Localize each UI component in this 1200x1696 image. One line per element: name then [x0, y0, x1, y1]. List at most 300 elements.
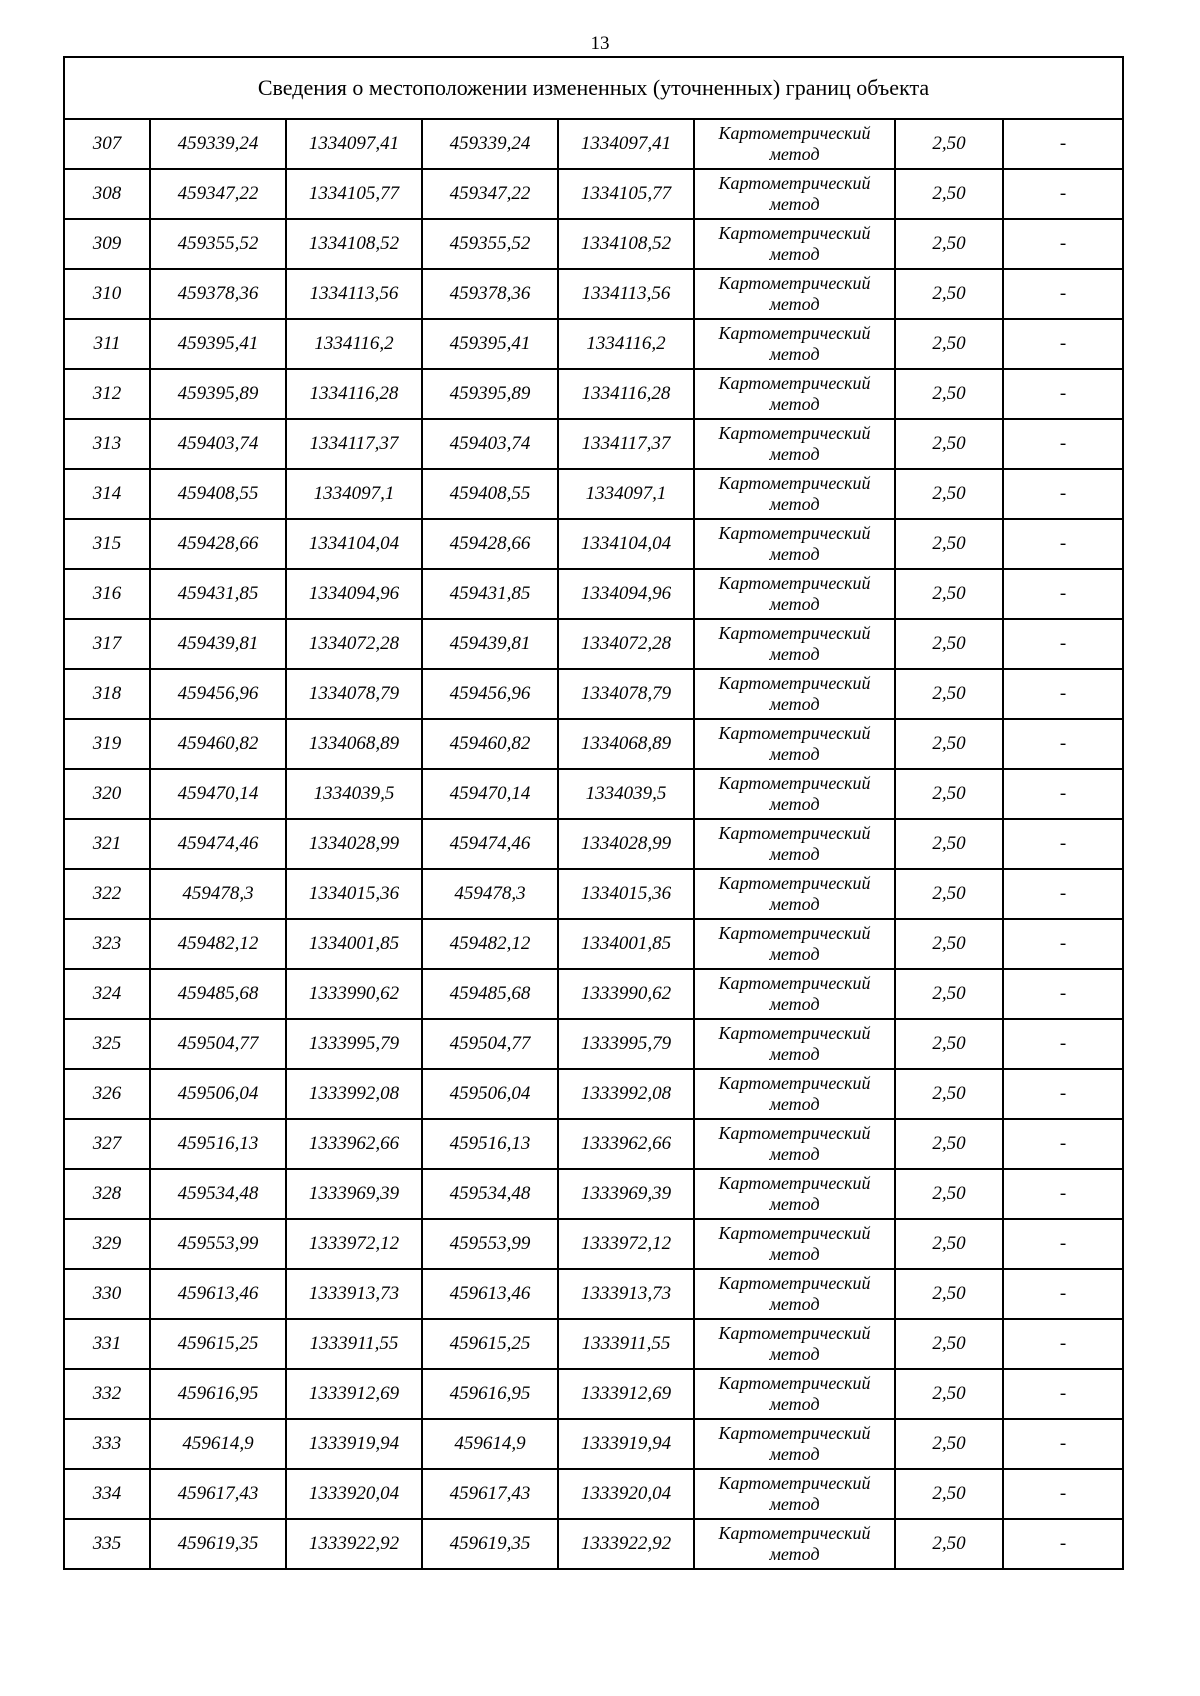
refined-x-cell: 459439,81	[422, 619, 558, 669]
point-number-cell: 329	[64, 1219, 150, 1269]
existing-x-cell: 459395,89	[150, 369, 286, 419]
refined-x-cell: 459428,66	[422, 519, 558, 569]
note-cell: -	[1003, 869, 1123, 919]
existing-x-cell: 459506,04	[150, 1069, 286, 1119]
table-row	[64, 719, 1123, 769]
method-line-2: метод	[769, 194, 820, 214]
refined-x-cell: 459378,36	[422, 269, 558, 319]
existing-x-cell: 459378,36	[150, 269, 286, 319]
method-line-1: Картометрический	[718, 923, 871, 943]
method-cell	[694, 1369, 895, 1419]
refined-y-cell: 1333995,79	[558, 1019, 694, 1069]
precision-cell: 2,50	[895, 669, 1003, 719]
table-row	[64, 1469, 1123, 1519]
precision-cell: 2,50	[895, 269, 1003, 319]
refined-x-cell: 459456,96	[422, 669, 558, 719]
precision-cell: 2,50	[895, 919, 1003, 969]
point-number-cell: 324	[64, 969, 150, 1019]
existing-y-cell: 1333992,08	[286, 1069, 422, 1119]
point-number-cell: 334	[64, 1469, 150, 1519]
point-number-cell: 318	[64, 669, 150, 719]
refined-y-cell: 1334097,1	[558, 469, 694, 519]
precision-cell: 2,50	[895, 1219, 1003, 1269]
refined-x-cell: 459485,68	[422, 969, 558, 1019]
refined-y-cell: 1333919,94	[558, 1419, 694, 1469]
precision-cell: 2,50	[895, 1319, 1003, 1369]
table-row	[64, 869, 1123, 919]
refined-y-cell: 1334078,79	[558, 669, 694, 719]
table-row	[64, 419, 1123, 469]
precision-cell: 2,50	[895, 1069, 1003, 1119]
precision-cell: 2,50	[895, 1119, 1003, 1169]
refined-y-cell: 1333992,08	[558, 1069, 694, 1119]
existing-y-cell: 1333920,04	[286, 1469, 422, 1519]
existing-y-cell: 1334104,04	[286, 519, 422, 569]
method-cell	[694, 419, 895, 469]
method-cell	[694, 169, 895, 219]
table-row	[64, 1519, 1123, 1569]
method-line-1: Картометрический	[718, 373, 871, 393]
method-cell	[694, 219, 895, 269]
refined-y-cell: 1334113,56	[558, 269, 694, 319]
table-row	[64, 1369, 1123, 1419]
method-cell	[694, 1069, 895, 1119]
table-row	[64, 469, 1123, 519]
method-line-2: метод	[769, 1494, 820, 1514]
precision-cell: 2,50	[895, 1419, 1003, 1469]
precision-cell: 2,50	[895, 719, 1003, 769]
existing-x-cell: 459355,52	[150, 219, 286, 269]
existing-x-cell: 459439,81	[150, 619, 286, 669]
existing-x-cell: 459395,41	[150, 319, 286, 369]
table-row	[64, 1119, 1123, 1169]
method-line-2: метод	[769, 344, 820, 364]
method-line-1: Картометрический	[718, 1273, 871, 1293]
refined-x-cell: 459506,04	[422, 1069, 558, 1119]
refined-y-cell: 1334094,96	[558, 569, 694, 619]
method-line-1: Картометрический	[718, 323, 871, 343]
table-caption-row	[64, 57, 1123, 119]
method-line-2: метод	[769, 1244, 820, 1264]
table-row	[64, 519, 1123, 569]
method-line-2: метод	[769, 994, 820, 1014]
existing-x-cell: 459470,14	[150, 769, 286, 819]
existing-y-cell: 1334117,37	[286, 419, 422, 469]
method-cell	[694, 919, 895, 969]
note-cell: -	[1003, 1069, 1123, 1119]
note-cell: -	[1003, 419, 1123, 469]
existing-y-cell: 1334072,28	[286, 619, 422, 669]
existing-x-cell: 459339,24	[150, 119, 286, 169]
method-cell	[694, 1219, 895, 1269]
method-line-2: метод	[769, 1394, 820, 1414]
refined-x-cell: 459616,95	[422, 1369, 558, 1419]
refined-y-cell: 1333972,12	[558, 1219, 694, 1269]
note-cell: -	[1003, 619, 1123, 669]
table-row	[64, 569, 1123, 619]
method-cell	[694, 469, 895, 519]
refined-x-cell: 459516,13	[422, 1119, 558, 1169]
refined-x-cell: 459347,22	[422, 169, 558, 219]
precision-cell: 2,50	[895, 1169, 1003, 1219]
existing-y-cell: 1334097,41	[286, 119, 422, 169]
boundary-coordinates-table	[63, 56, 1124, 1570]
refined-y-cell: 1333911,55	[558, 1319, 694, 1369]
table-row	[64, 669, 1123, 719]
refined-x-cell: 459614,9	[422, 1419, 558, 1469]
precision-cell: 2,50	[895, 419, 1003, 469]
precision-cell: 2,50	[895, 119, 1003, 169]
method-line-1: Картометрический	[718, 223, 871, 243]
method-line-2: метод	[769, 744, 820, 764]
precision-cell: 2,50	[895, 219, 1003, 269]
note-cell: -	[1003, 119, 1123, 169]
note-cell: -	[1003, 1269, 1123, 1319]
method-cell	[694, 819, 895, 869]
method-cell	[694, 1169, 895, 1219]
table-row	[64, 1319, 1123, 1369]
existing-x-cell: 459456,96	[150, 669, 286, 719]
refined-y-cell: 1334116,2	[558, 319, 694, 369]
method-line-1: Картометрический	[718, 1073, 871, 1093]
method-line-2: метод	[769, 1094, 820, 1114]
note-cell: -	[1003, 319, 1123, 369]
existing-x-cell: 459553,99	[150, 1219, 286, 1269]
method-line-1: Картометрический	[718, 723, 871, 743]
method-line-2: метод	[769, 244, 820, 264]
note-cell: -	[1003, 519, 1123, 569]
note-cell: -	[1003, 969, 1123, 1019]
existing-x-cell: 459613,46	[150, 1269, 286, 1319]
precision-cell: 2,50	[895, 319, 1003, 369]
precision-cell: 2,50	[895, 869, 1003, 919]
method-line-1: Картометрический	[718, 1173, 871, 1193]
existing-y-cell: 1333911,55	[286, 1319, 422, 1369]
method-line-1: Картометрический	[718, 1323, 871, 1343]
method-line-2: метод	[769, 1344, 820, 1364]
method-cell	[694, 669, 895, 719]
refined-y-cell: 1334028,99	[558, 819, 694, 869]
table-row	[64, 919, 1123, 969]
refined-y-cell: 1333962,66	[558, 1119, 694, 1169]
method-line-1: Картометрический	[718, 523, 871, 543]
method-line-1: Картометрический	[718, 1123, 871, 1143]
precision-cell: 2,50	[895, 619, 1003, 669]
refined-y-cell: 1334039,5	[558, 769, 694, 819]
refined-y-cell: 1334116,28	[558, 369, 694, 419]
point-number-cell: 332	[64, 1369, 150, 1419]
point-number-cell: 316	[64, 569, 150, 619]
existing-x-cell: 459485,68	[150, 969, 286, 1019]
precision-cell: 2,50	[895, 169, 1003, 219]
point-number-cell: 328	[64, 1169, 150, 1219]
method-line-1: Картометрический	[718, 673, 871, 693]
table-row	[64, 169, 1123, 219]
existing-y-cell: 1333922,92	[286, 1519, 422, 1569]
existing-y-cell: 1334001,85	[286, 919, 422, 969]
method-line-2: метод	[769, 944, 820, 964]
existing-y-cell: 1334078,79	[286, 669, 422, 719]
method-cell	[694, 1019, 895, 1069]
method-cell	[694, 119, 895, 169]
existing-x-cell: 459516,13	[150, 1119, 286, 1169]
refined-x-cell: 459403,74	[422, 419, 558, 469]
note-cell: -	[1003, 1319, 1123, 1369]
method-line-2: метод	[769, 894, 820, 914]
method-line-2: метод	[769, 1194, 820, 1214]
existing-y-cell: 1334105,77	[286, 169, 422, 219]
method-line-1: Картометрический	[718, 423, 871, 443]
existing-y-cell: 1334094,96	[286, 569, 422, 619]
method-line-2: метод	[769, 444, 820, 464]
refined-y-cell: 1333922,92	[558, 1519, 694, 1569]
method-line-2: метод	[769, 294, 820, 314]
existing-y-cell: 1333912,69	[286, 1369, 422, 1419]
point-number-cell: 333	[64, 1419, 150, 1469]
refined-y-cell: 1334105,77	[558, 169, 694, 219]
existing-x-cell: 459460,82	[150, 719, 286, 769]
refined-x-cell: 459553,99	[422, 1219, 558, 1269]
refined-x-cell: 459478,3	[422, 869, 558, 919]
method-cell	[694, 719, 895, 769]
method-cell	[694, 969, 895, 1019]
refined-x-cell: 459460,82	[422, 719, 558, 769]
method-line-2: метод	[769, 644, 820, 664]
method-line-1: Картометрический	[718, 1423, 871, 1443]
existing-y-cell: 1334116,2	[286, 319, 422, 369]
note-cell: -	[1003, 1369, 1123, 1419]
point-number-cell: 309	[64, 219, 150, 269]
refined-y-cell: 1333912,69	[558, 1369, 694, 1419]
note-cell: -	[1003, 919, 1123, 969]
method-cell	[694, 1319, 895, 1369]
point-number-cell: 331	[64, 1319, 150, 1369]
existing-x-cell: 459482,12	[150, 919, 286, 969]
table-row	[64, 969, 1123, 1019]
existing-y-cell: 1333962,66	[286, 1119, 422, 1169]
existing-x-cell: 459428,66	[150, 519, 286, 569]
refined-x-cell: 459355,52	[422, 219, 558, 269]
note-cell: -	[1003, 269, 1123, 319]
refined-x-cell: 459615,25	[422, 1319, 558, 1369]
point-number-cell: 312	[64, 369, 150, 419]
method-cell	[694, 569, 895, 619]
method-cell	[694, 1419, 895, 1469]
refined-x-cell: 459534,48	[422, 1169, 558, 1219]
refined-y-cell: 1334001,85	[558, 919, 694, 969]
refined-x-cell: 459395,89	[422, 369, 558, 419]
table-row	[64, 1269, 1123, 1319]
existing-y-cell: 1333969,39	[286, 1169, 422, 1219]
method-cell	[694, 619, 895, 669]
point-number-cell: 335	[64, 1519, 150, 1569]
refined-y-cell: 1334097,41	[558, 119, 694, 169]
method-cell	[694, 1469, 895, 1519]
existing-y-cell: 1334116,28	[286, 369, 422, 419]
point-number-cell: 307	[64, 119, 150, 169]
method-line-2: метод	[769, 694, 820, 714]
existing-y-cell: 1333990,62	[286, 969, 422, 1019]
table-row	[64, 269, 1123, 319]
refined-y-cell: 1334117,37	[558, 419, 694, 469]
table-row	[64, 219, 1123, 269]
table-row	[64, 819, 1123, 869]
refined-x-cell: 459431,85	[422, 569, 558, 619]
note-cell: -	[1003, 1419, 1123, 1469]
note-cell: -	[1003, 1469, 1123, 1519]
refined-y-cell: 1334104,04	[558, 519, 694, 569]
precision-cell: 2,50	[895, 1469, 1003, 1519]
note-cell: -	[1003, 769, 1123, 819]
method-line-1: Картометрический	[718, 573, 871, 593]
refined-y-cell: 1333969,39	[558, 1169, 694, 1219]
precision-cell: 2,50	[895, 969, 1003, 1019]
note-cell: -	[1003, 369, 1123, 419]
table-row	[64, 319, 1123, 369]
table-row	[64, 769, 1123, 819]
existing-y-cell: 1334015,36	[286, 869, 422, 919]
point-number-cell: 322	[64, 869, 150, 919]
table-row	[64, 1219, 1123, 1269]
existing-y-cell: 1334113,56	[286, 269, 422, 319]
refined-y-cell: 1333920,04	[558, 1469, 694, 1519]
method-line-1: Картометрический	[718, 123, 871, 143]
method-line-1: Картометрический	[718, 973, 871, 993]
method-line-1: Картометрический	[718, 273, 871, 293]
refined-x-cell: 459619,35	[422, 1519, 558, 1569]
existing-x-cell: 459408,55	[150, 469, 286, 519]
refined-x-cell: 459470,14	[422, 769, 558, 819]
table-row	[64, 1019, 1123, 1069]
method-line-2: метод	[769, 1044, 820, 1064]
table-row	[64, 619, 1123, 669]
method-cell	[694, 769, 895, 819]
method-line-1: Картометрический	[718, 873, 871, 893]
precision-cell: 2,50	[895, 1519, 1003, 1569]
method-line-1: Картометрический	[718, 1473, 871, 1493]
refined-y-cell: 1333913,73	[558, 1269, 694, 1319]
precision-cell: 2,50	[895, 1369, 1003, 1419]
point-number-cell: 321	[64, 819, 150, 869]
refined-x-cell: 459482,12	[422, 919, 558, 969]
point-number-cell: 330	[64, 1269, 150, 1319]
refined-y-cell: 1333990,62	[558, 969, 694, 1019]
existing-x-cell: 459615,25	[150, 1319, 286, 1369]
refined-y-cell: 1334108,52	[558, 219, 694, 269]
method-cell	[694, 1269, 895, 1319]
table-row	[64, 119, 1123, 169]
method-line-2: метод	[769, 1444, 820, 1464]
note-cell: -	[1003, 1219, 1123, 1269]
table-row	[64, 1169, 1123, 1219]
method-line-2: метод	[769, 544, 820, 564]
precision-cell: 2,50	[895, 469, 1003, 519]
table-row	[64, 369, 1123, 419]
existing-x-cell: 459431,85	[150, 569, 286, 619]
refined-y-cell: 1334015,36	[558, 869, 694, 919]
point-number-cell: 315	[64, 519, 150, 569]
method-line-1: Картометрический	[718, 173, 871, 193]
precision-cell: 2,50	[895, 1019, 1003, 1069]
existing-y-cell: 1334097,1	[286, 469, 422, 519]
method-cell	[694, 1519, 895, 1569]
note-cell: -	[1003, 1019, 1123, 1069]
method-cell	[694, 1119, 895, 1169]
method-line-1: Картометрический	[718, 473, 871, 493]
existing-y-cell: 1334039,5	[286, 769, 422, 819]
existing-x-cell: 459504,77	[150, 1019, 286, 1069]
method-cell	[694, 369, 895, 419]
refined-y-cell: 1334072,28	[558, 619, 694, 669]
method-line-1: Картометрический	[718, 773, 871, 793]
point-number-cell: 310	[64, 269, 150, 319]
precision-cell: 2,50	[895, 369, 1003, 419]
method-line-2: метод	[769, 1144, 820, 1164]
note-cell: -	[1003, 1119, 1123, 1169]
method-line-2: метод	[769, 844, 820, 864]
precision-cell: 2,50	[895, 569, 1003, 619]
note-cell: -	[1003, 569, 1123, 619]
note-cell: -	[1003, 719, 1123, 769]
method-cell	[694, 519, 895, 569]
refined-x-cell: 459474,46	[422, 819, 558, 869]
note-cell: -	[1003, 669, 1123, 719]
note-cell: -	[1003, 469, 1123, 519]
method-line-2: метод	[769, 594, 820, 614]
existing-y-cell: 1334108,52	[286, 219, 422, 269]
table-caption: Сведения о местоположении измененных (уточненных) границ объекта	[64, 57, 1123, 119]
method-line-2: метод	[769, 144, 820, 164]
point-number-cell: 311	[64, 319, 150, 369]
method-line-1: Картометрический	[718, 623, 871, 643]
refined-x-cell: 459617,43	[422, 1469, 558, 1519]
method-line-2: метод	[769, 794, 820, 814]
existing-y-cell: 1333919,94	[286, 1419, 422, 1469]
method-line-2: метод	[769, 1544, 820, 1564]
point-number-cell: 314	[64, 469, 150, 519]
note-cell: -	[1003, 169, 1123, 219]
existing-x-cell: 459616,95	[150, 1369, 286, 1419]
method-line-1: Картометрический	[718, 1523, 871, 1543]
refined-y-cell: 1334068,89	[558, 719, 694, 769]
existing-y-cell: 1334068,89	[286, 719, 422, 769]
refined-x-cell: 459408,55	[422, 469, 558, 519]
existing-y-cell: 1333995,79	[286, 1019, 422, 1069]
refined-x-cell: 459395,41	[422, 319, 558, 369]
existing-y-cell: 1334028,99	[286, 819, 422, 869]
existing-y-cell: 1333913,73	[286, 1269, 422, 1319]
note-cell: -	[1003, 819, 1123, 869]
point-number-cell: 327	[64, 1119, 150, 1169]
table-row	[64, 1069, 1123, 1119]
point-number-cell: 317	[64, 619, 150, 669]
existing-x-cell: 459614,9	[150, 1419, 286, 1469]
method-line-1: Картометрический	[718, 1373, 871, 1393]
existing-x-cell: 459617,43	[150, 1469, 286, 1519]
method-line-1: Картометрический	[718, 1223, 871, 1243]
method-line-1: Картометрический	[718, 1023, 871, 1043]
existing-x-cell: 459474,46	[150, 819, 286, 869]
existing-x-cell: 459403,74	[150, 419, 286, 469]
method-cell	[694, 269, 895, 319]
note-cell: -	[1003, 219, 1123, 269]
note-cell: -	[1003, 1169, 1123, 1219]
point-number-cell: 308	[64, 169, 150, 219]
point-number-cell: 325	[64, 1019, 150, 1069]
existing-x-cell: 459534,48	[150, 1169, 286, 1219]
refined-x-cell: 459613,46	[422, 1269, 558, 1319]
point-number-cell: 320	[64, 769, 150, 819]
